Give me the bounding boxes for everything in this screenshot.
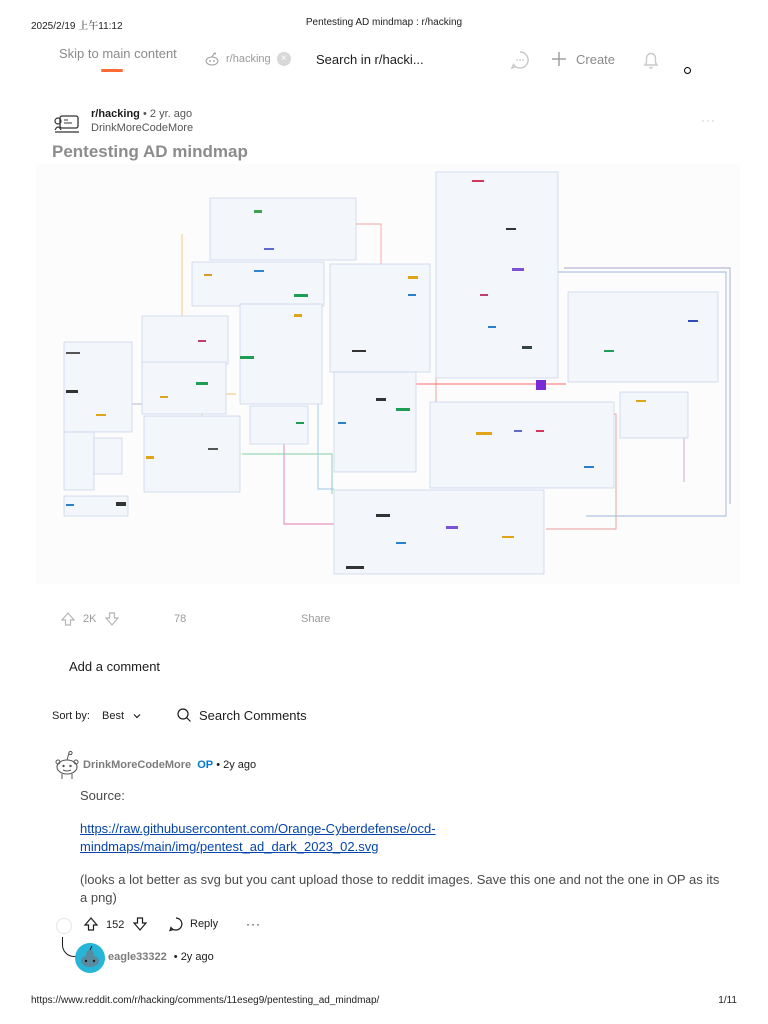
comment-more-options-button[interactable]: ··· — [246, 917, 261, 931]
reply-comment — [75, 943, 475, 973]
comment-vote-count: 152 — [106, 919, 125, 931]
chat-icon[interactable] — [510, 50, 530, 70]
bell-icon[interactable] — [641, 50, 661, 70]
post-title: Pentesting AD mindmap — [52, 142, 248, 161]
upvote-icon[interactable] — [60, 611, 76, 627]
reply-button[interactable] — [168, 916, 218, 932]
reply-label: Reply — [190, 918, 219, 930]
post-meta-text — [91, 108, 193, 134]
print-page-number: 1/11 — [718, 995, 737, 1006]
reply-author-link[interactable]: eagle33322 — [108, 951, 167, 963]
sort-label: Sort by: — [52, 710, 90, 722]
post-more-options-button[interactable]: ··· — [701, 113, 716, 127]
search-icon — [176, 707, 192, 723]
print-title: Pentesting AD mindmap : r/hacking — [305, 17, 463, 28]
comment-body — [80, 787, 720, 922]
reply-icon — [168, 916, 184, 932]
post-author-link[interactable]: DrinkMoreCodeMore — [91, 122, 194, 134]
reply-header — [108, 951, 214, 963]
downvote-icon[interactable] — [132, 916, 148, 932]
search-comments-button[interactable] — [176, 707, 307, 723]
search-comments-label: Search Comments — [199, 707, 307, 723]
comment-header — [83, 759, 256, 771]
post-image-mindmap[interactable] — [36, 164, 740, 584]
sort-dropdown[interactable]: Best — [102, 710, 125, 722]
print-date: 2025/2/19 上午11:12 — [31, 21, 123, 32]
comment-author-link[interactable]: DrinkMoreCodeMore — [83, 759, 192, 771]
commenter-avatar[interactable] — [54, 750, 80, 780]
comment-note: (looks a lot better as svg but you cant upload those to reddit images. Save this one and not the one in OP as its a png) — [80, 872, 720, 905]
plus-icon — [550, 50, 568, 68]
op-badge: OP — [197, 759, 214, 771]
comment-sort-bar — [52, 707, 352, 727]
snoo-avatar-icon — [75, 943, 105, 973]
subreddit-search-chip[interactable] — [204, 52, 291, 66]
create-button[interactable] — [550, 50, 615, 68]
print-url: https://www.reddit.com/r/hacking/comments/11eseg9/pentesting_ad_mindmap/ — [31, 995, 380, 1006]
comment-time: • 2y ago — [216, 759, 257, 771]
comment-action-bar — [54, 916, 354, 936]
snoo-icon — [204, 52, 220, 66]
search-input[interactable]: Search in r/hacki... — [316, 52, 424, 67]
subreddit-chip-label: r/hacking — [226, 53, 271, 65]
reply-time: • 2y ago — [173, 951, 214, 963]
subreddit-link[interactable]: r/hacking — [91, 108, 140, 120]
meta-separator: • — [142, 108, 147, 120]
source-link[interactable]: https://raw.githubusercontent.com/Orange-Cyberdefense/ocd-mindmaps/main/img/pentest_ad_dark_2023_02.svg — [80, 821, 436, 854]
top-navigation-bar — [0, 40, 768, 84]
chevron-down-icon[interactable] — [132, 711, 142, 721]
upvote-icon[interactable] — [83, 916, 99, 932]
reply-avatar[interactable] — [75, 943, 105, 973]
collapse-thread-button[interactable] — [56, 918, 72, 934]
subreddit-avatar-icon[interactable] — [52, 110, 82, 136]
user-avatar[interactable] — [684, 67, 691, 74]
comments-count-button[interactable]: 78 — [174, 613, 187, 625]
post-action-bar — [58, 610, 378, 630]
close-icon[interactable]: × — [277, 52, 291, 66]
share-button[interactable]: Share — [301, 613, 331, 625]
comment-source-label: Source: — [80, 788, 125, 803]
skip-to-main-content-link[interactable]: Skip to main content — [59, 46, 177, 61]
post-age: 2 yr. ago — [149, 108, 193, 120]
post-vote-count: 2K — [83, 613, 97, 625]
add-comment-input[interactable]: Add a comment — [69, 659, 161, 674]
create-label: Create — [576, 51, 616, 67]
reddit-logo-fragment — [101, 69, 123, 72]
downvote-icon[interactable] — [104, 611, 120, 627]
